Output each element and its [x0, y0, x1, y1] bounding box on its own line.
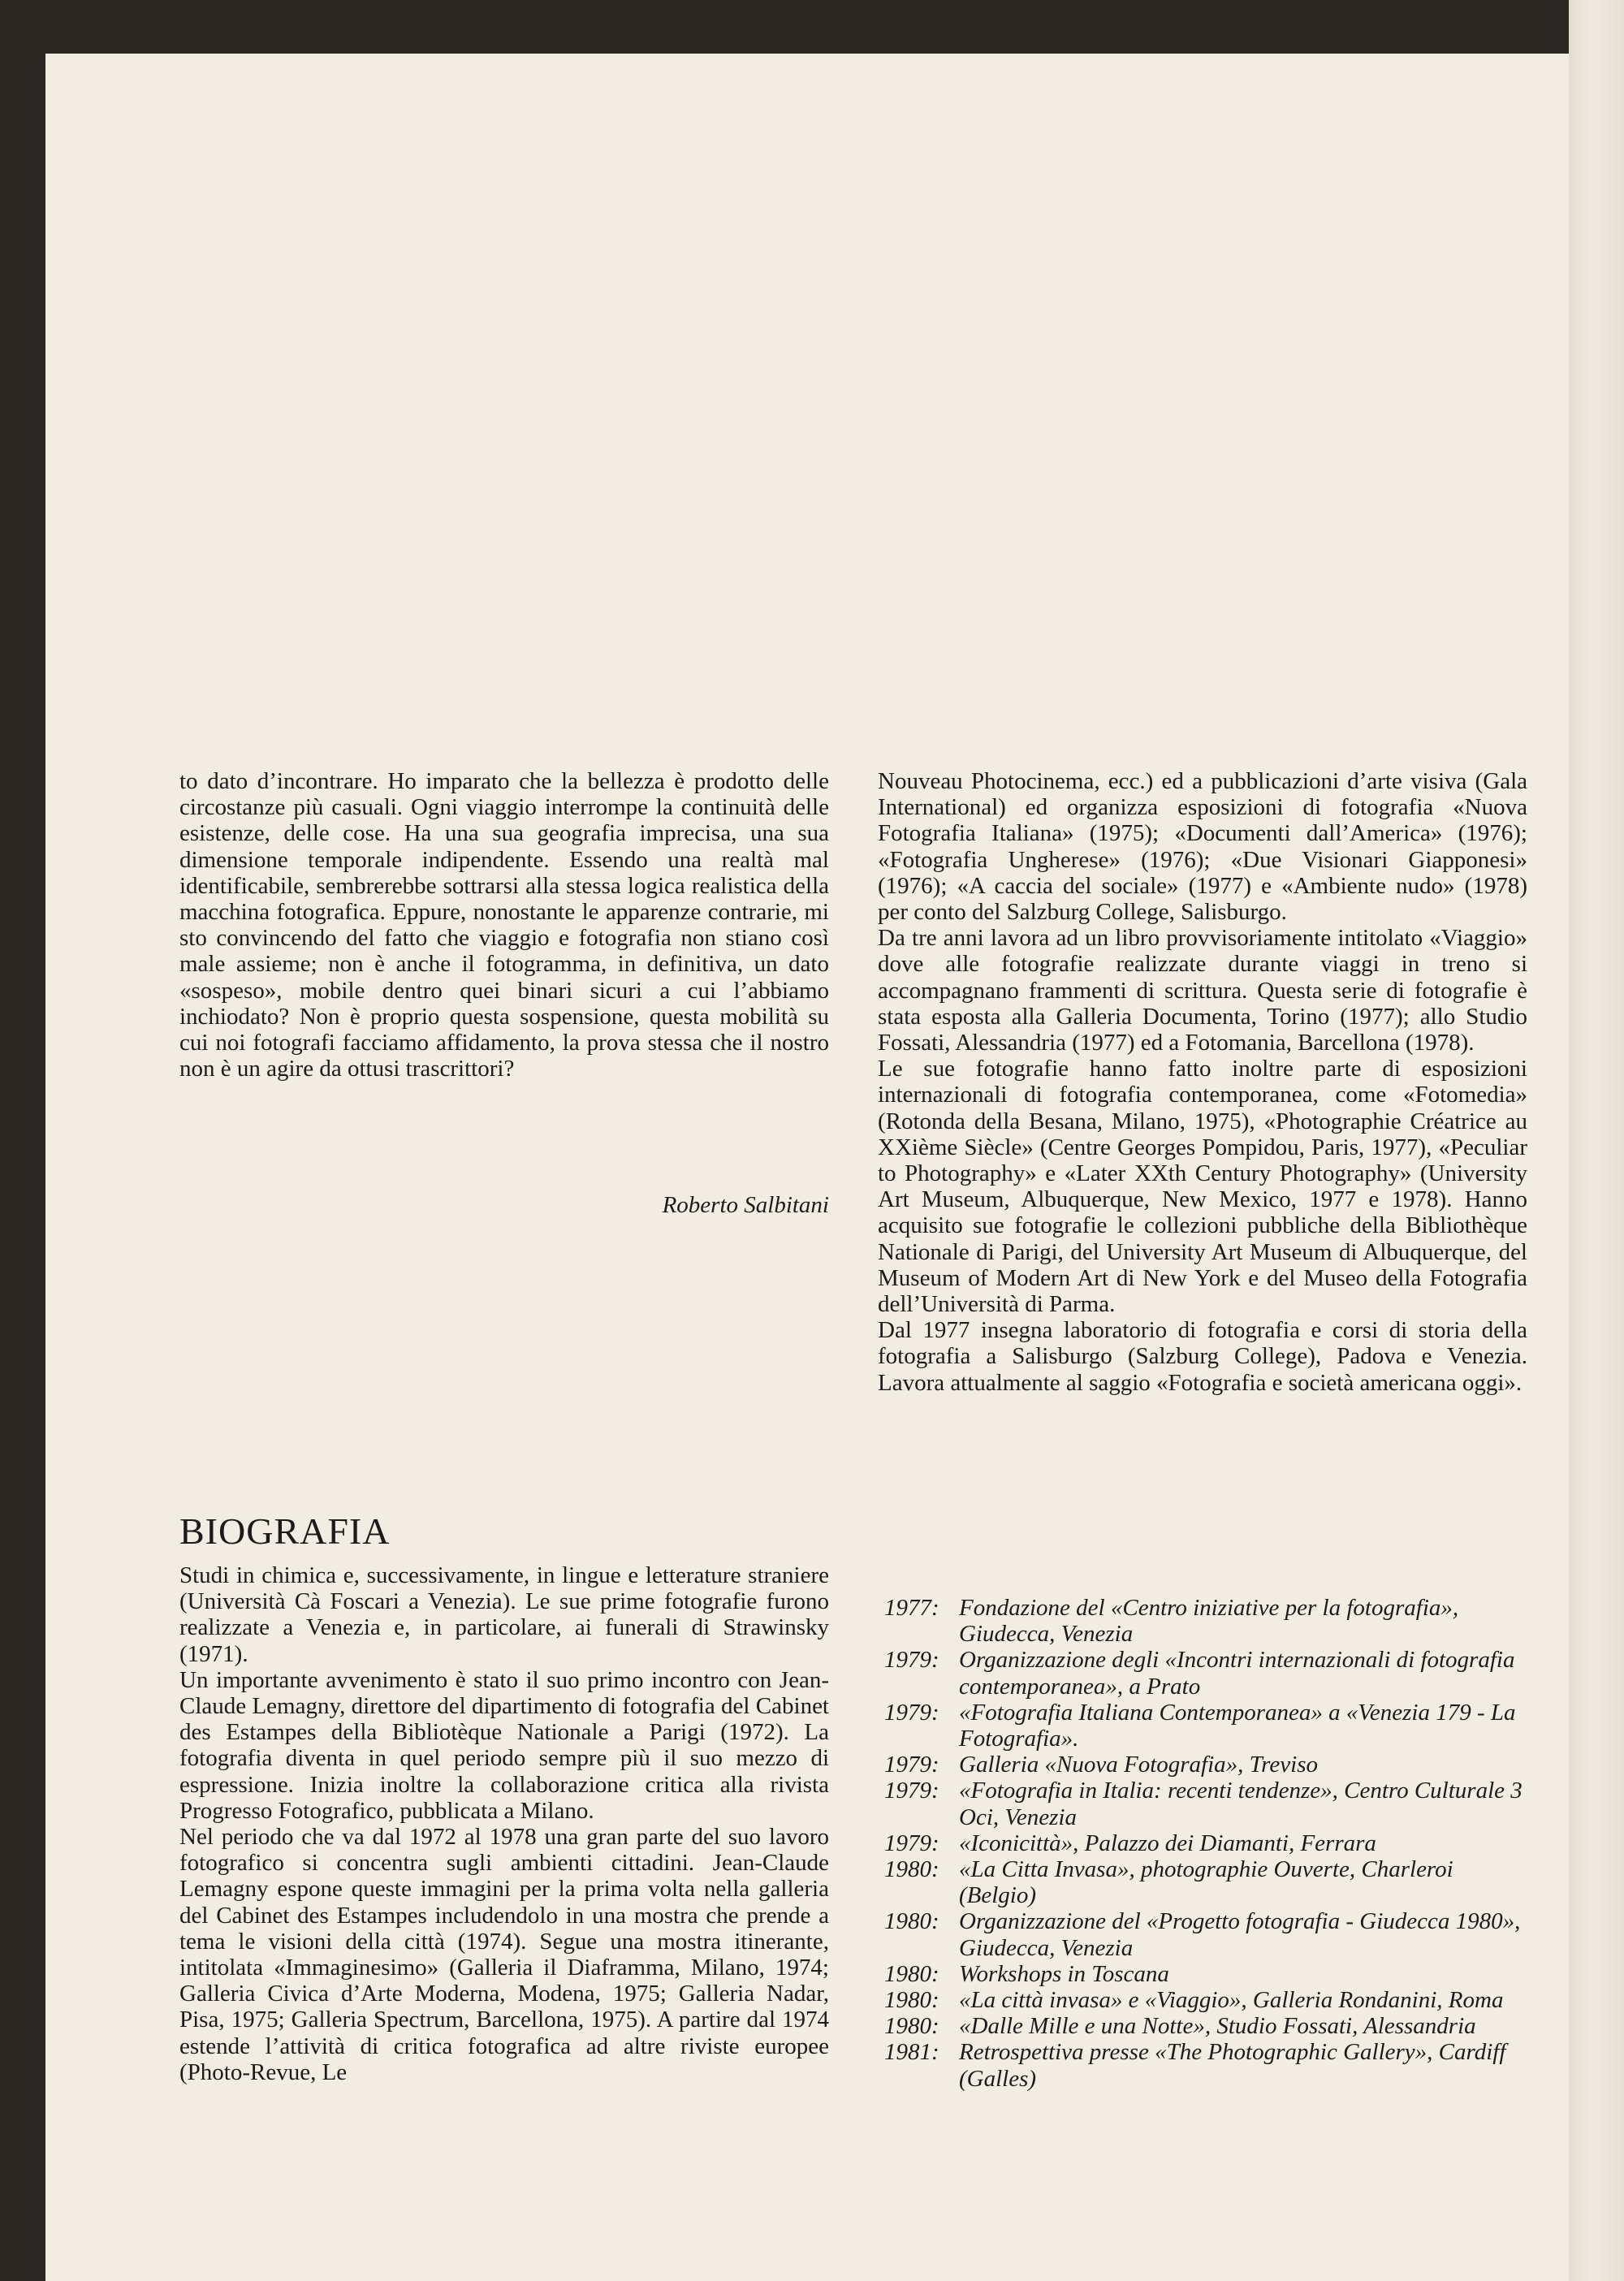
timeline-year: 1981: — [884, 2039, 939, 2066]
biography-paragraph: Nel periodo che va dal 1972 al 1978 una gran parte del suo lavoro fotografico si concentra sugli ambienti cittadini. Jean-Claude Lemagny espone queste immagini per la prima volta nella galleria del Cabinet des Estampes includendolo in una mostra che prende a tema le visioni della città (1974). Segue una mostra itinerante, intitolata «Immaginesimo» (Galleria il Diaframma, Milano, 1974; Galleria Civica d’Arte Moderna, Modena, 1975; Galleria Nadar, Pisa, 1975; Galleria Spectrum, Barcellona, 1975). A partire dal 1974 estende l’attività di critica fotografica ad altre riviste europee (Photo-Revue, Le — [179, 1824, 829, 2085]
timeline-event: Organizzazione degli «Incontri internazionali di fotografia contemporanea», a Prato — [959, 1647, 1515, 1700]
timeline-year: 1979: — [884, 1752, 939, 1778]
timeline-entry — [878, 1700, 1527, 1752]
essay-paragraph: to dato d’incontrare. Ho imparato che la bellezza è prodotto delle circostanze più casuali. Ogni viaggio interrompe la continuità delle esistenze, delle cose. Ha una sua geografia imprecisa, una sua dimensione temporale indipendente. Essendo una realtà mal identificabile, sembrerebbe sottrarsi alla stessa logica realistica della macchina fotografica. Eppure, nonostante le apparenze contrarie, mi sto convincendo del fatto che viaggio e fotografia non stiano così male assieme; non è anche il fotogramma, in definitiva, un dato «sospeso», mobile dentro quei binari sicuri a cui l’abbiamo inchiodato? Non è proprio questa sospensione, questa mobilità su cui noi fotografi facciamo affidamento, la prova stessa che il nostro non è un agire da ottusi trascrittori? — [179, 768, 829, 1082]
timeline-year: 1979: — [884, 1778, 939, 1804]
timeline-entry — [878, 1752, 1527, 1778]
right-paragraph: Nouveau Photocinema, ecc.) ed a pubblicazioni d’arte visiva (Gala International) ed organizza esposizioni di fotografia «Nuova Fotografia Italiana» (1975); «Documenti dall’America» (1976); «Fotografia Ungherese» (1976); «Due Visionari Giapponesi» (1976); «A caccia del sociale» (1977) e «Ambiente nudo» (1978) per conto del Salzburg College, Salisburgo. — [878, 768, 1527, 926]
timeline-entry — [878, 1647, 1527, 1699]
timeline-entry — [878, 1908, 1527, 1960]
timeline-event: Fondazione del «Centro iniziative per la fotografia», Giudecca, Venezia — [959, 1595, 1459, 1648]
timeline-year: 1980: — [884, 1960, 939, 1987]
timeline-year: 1979: — [884, 1699, 939, 1726]
right-paragraph: Da tre anni lavora ad un libro provvisoriamente intitolato «Viaggio» dove alle fotografie realizzate durante viaggi in treno si accompagnano frammenti di scrittura. Questa serie di fotografie è stata esposta alla Galleria Documenta, Torino (1977); allo Studio Fossati, Alessandria (1977) ed a Fotomania, Barcellona (1978). — [878, 925, 1527, 1056]
biography-paragraph: Un importante avvenimento è stato il suo primo incontro con Jean-Claude Lemagny, direttore del dipartimento di fotografia del Cabinet des Estampes della Bibliotèque Nationale a Parigi (1972). La fotografia diventa in quel periodo sempre più il suo mezzo di espressione. Inizia inoltre la collaborazione critica alla rivista Progresso Fotografico, pubblicata a Milano. — [179, 1666, 829, 1824]
timeline-event: Retrospettiva presse «The Photographic Gallery», Cardiff (Galles) — [959, 2039, 1506, 2092]
timeline-entry — [878, 1856, 1527, 1908]
timeline-year: 1979: — [884, 1647, 939, 1674]
timeline-event: «Fotografia in Italia: recenti tendenze», Centro Culturale 3 Oci, Venezia — [959, 1778, 1522, 1830]
timeline-year: 1980: — [884, 1908, 939, 1935]
timeline-year: 1980: — [884, 1856, 939, 1883]
biography-paragraph: Studi in chimica e, successivamente, in lingue e letterature straniere (Università Cà Foscari a Venezia). Le sue prime fotografie furono realizzate a Venezia e, in particolare, ai funerali di Strawinsky (1971). — [179, 1562, 829, 1667]
timeline-year: 1977: — [884, 1595, 939, 1621]
timeline-entry — [878, 1961, 1527, 1987]
timeline-event: «La Citta Invasa», photographie Ouverte, Charleroi (Belgio) — [959, 1856, 1453, 1909]
timeline-year: 1980: — [884, 1987, 939, 2014]
timeline-event: Galleria «Nuova Fotografia», Treviso — [959, 1752, 1318, 1778]
timeline-entry — [878, 2013, 1527, 2039]
biography-continued — [878, 768, 1527, 1396]
timeline-event: Organizzazione del «Progetto fotografia - Giudecca 1980», Giudecca, Venezia — [959, 1908, 1521, 1961]
biography-heading: BIOGRAFIA — [179, 1510, 391, 1552]
timeline-event: «La città invasa» e «Viaggio», Galleria Rondanini, Roma — [959, 1987, 1504, 2014]
timeline-entry — [878, 1830, 1527, 1856]
exhibition-timeline — [878, 1595, 1527, 2092]
timeline-entry — [878, 1778, 1527, 1830]
essay-signature: Roberto Salbitani — [662, 1192, 829, 1218]
timeline-event: Workshops in Toscana — [959, 1960, 1169, 1987]
timeline-entry — [878, 2039, 1527, 2091]
timeline-year: 1979: — [884, 1830, 939, 1856]
timeline-year: 1980: — [884, 2013, 939, 2040]
right-paragraph: Dal 1977 insegna laboratorio di fotografia e corsi di storia della fotografia a Salisburgo (Salzburg College), Padova e Venezia. Lavora attualmente al saggio «Fotografia e società americana oggi». — [878, 1317, 1527, 1396]
timeline-event: «Fotografia Italiana Contemporanea» a «Venezia 179 - La Fotografia». — [959, 1699, 1516, 1752]
page-edge — [1569, 0, 1624, 2281]
timeline-entry — [878, 1987, 1527, 2013]
essay-text — [179, 768, 829, 1082]
page-sheet — [45, 54, 1624, 2281]
biography-text — [179, 1562, 829, 2085]
timeline-event: «Iconicittà», Palazzo dei Diamanti, Ferrara — [959, 1830, 1376, 1856]
right-paragraph: Le sue fotografie hanno fatto inoltre parte di esposizioni internazionali di fotografia contemporanea, come «Fotomedia» (Rotonda della Besana, Milano, 1975), «Photographie Créatrice au XXième Siècle» (Centre Georges Pompidou, Paris, 1977), «Peculiar to Photography» e «Later XXth Century Photography» (University Art Museum, Albuquerque, New Mexico, 1977 e 1978). Hanno acquisito sue fotografie le collezioni pubbliche della Bibliothèque Nationale di Parigi, del University Art Museum di Albuquerque, del Museum of Modern Art di New York e del Museo della Fotografia dell’Università di Parma. — [878, 1056, 1527, 1318]
timeline-event: «Dalle Mille e una Notte», Studio Fossati, Alessandria — [959, 2013, 1476, 2040]
timeline-entry — [878, 1595, 1527, 1647]
